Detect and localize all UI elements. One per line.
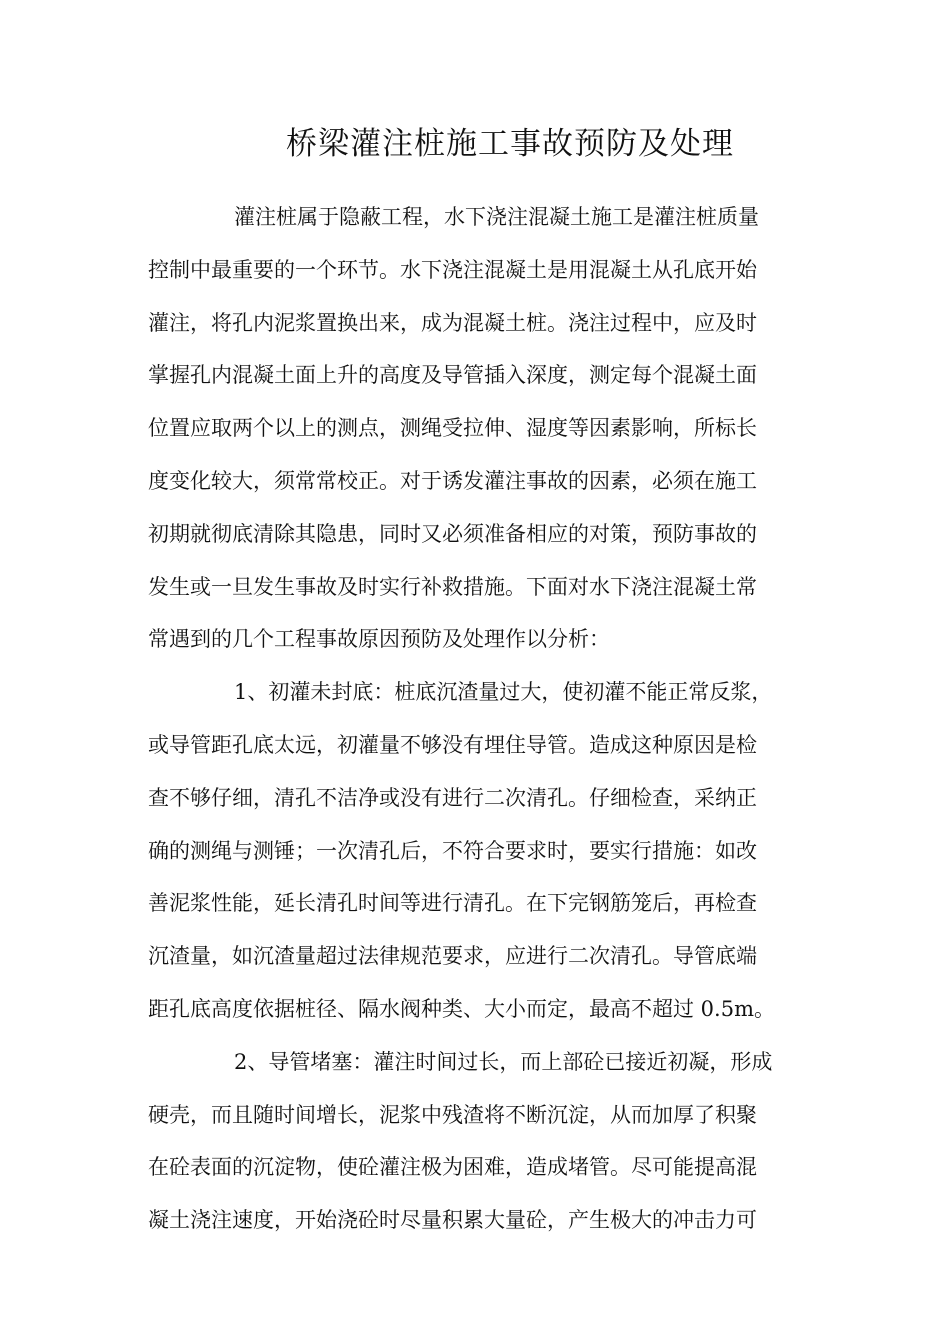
document-body: [148, 191, 802, 1247]
body-line: 硬壳，而且随时间增长，泥浆中残渣将不断沉淀，从而加厚了积聚: [148, 1102, 757, 1127]
body-line: 位置应取两个以上的测点，测绳受拉伸、湿度等因素影响，所标长: [148, 416, 757, 441]
body-line: 初期就彻底清除其隐患，同时又必须准备相应的对策，预防事故的: [148, 521, 757, 546]
body-line: 凝土浇注速度，开始浇砼时尽量积累大量砼，产生极大的冲击力可: [148, 1208, 757, 1233]
body-line: 掌握孔内混凝土面上升的高度及导管插入深度，测定每个混凝土面: [148, 363, 757, 388]
body-line: 在砼表面的沉淀物，使砼灌注极为困难，造成堵管。尽可能提高混: [148, 1155, 757, 1180]
body-line: 灌注桩属于隐蔽工程，水下浇注混凝土施工是灌注桩质量: [234, 205, 759, 229]
document-title: 桥梁灌注桩施工事故预防及处理: [286, 126, 734, 162]
body-line: 度变化较大，须常常校正。对于诱发灌注事故的因素，必须在施工: [148, 468, 757, 493]
body-line: 常遇到的几个工程事故原因预防及处理作以分析：: [148, 627, 610, 652]
body-line: 控制中最重要的一个环节。水下浇注混凝土是用混凝土从孔底开始: [148, 257, 757, 282]
body-line: 善泥浆性能，延长清孔时间等进行清孔。在下完钢筋笼后，再检查: [148, 891, 757, 916]
body-line: 1、初灌未封底：桩底沉渣量过大，使初灌不能正常反浆，: [234, 680, 773, 705]
body-line: 确的测绳与测锤；一次清孔后，不符合要求时，要实行措施：如改: [148, 838, 757, 863]
body-line: 2、导管堵塞：灌注时间过长，而上部砼已接近初凝，形成: [234, 1049, 773, 1074]
body-line: 沉渣量，如沉渣量超过法律规范要求，应进行二次清孔。导管底端: [148, 944, 757, 969]
body-line: 灌注，将孔内泥浆置换出来，成为混凝土桩。浇注过程中，应及时: [148, 310, 757, 335]
body-line: 发生或一旦发生事故及时实行补救措施。下面对水下浇注混凝土常: [148, 574, 757, 599]
body-line: 距孔底高度依据桩径、隔水阀种类、大小而定，最高不超过 0.5m。: [148, 996, 775, 1021]
body-line: 查不够仔细，清孔不洁净或没有进行二次清孔。仔细检查，采纳正: [148, 785, 757, 810]
body-line: 或导管距孔底太远，初灌量不够没有埋住导管。造成这种原因是检: [148, 732, 757, 757]
